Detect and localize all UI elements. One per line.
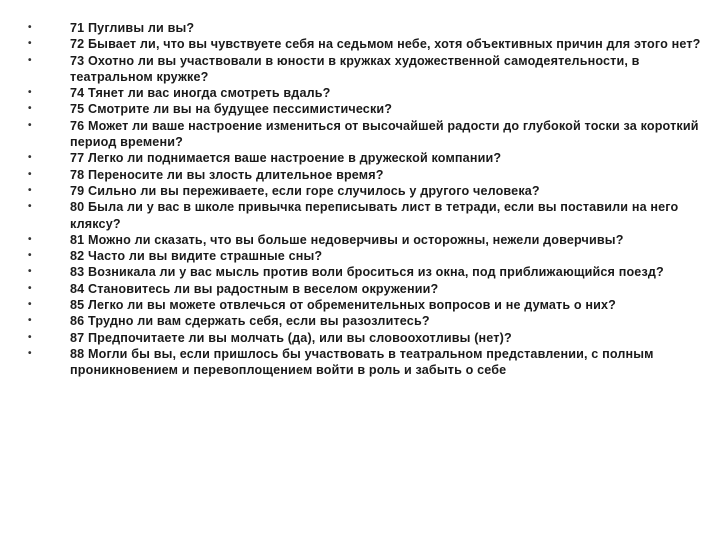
bullet-icon: •	[28, 250, 32, 262]
question-text: 75 Смотрите ли вы на будущее пессимистически?	[70, 102, 393, 117]
question-text: 73 Охотно ли вы участвовали в юности в кружках художественной самодеятельности, в театральном кружке?	[70, 53, 640, 84]
question-text: 86 Трудно ли вам сдержать себя, если вы разозлитесь?	[70, 314, 430, 329]
bullet-icon: •	[28, 347, 32, 359]
list-item	[28, 118, 708, 151]
list-item	[28, 281, 708, 297]
question-text: 83 Возникала ли у вас мысль против воли броситься из окна, под приближающийся поезд?	[70, 265, 664, 280]
list-item	[28, 297, 708, 313]
question-text: 85 Легко ли вы можете отвлечься от обременительных вопросов и не думать о них?	[70, 298, 617, 313]
list-item	[28, 346, 708, 379]
bullet-icon: •	[28, 103, 32, 115]
question-text: 72 Бывает ли, что вы чувствуете себя на седьмом небе, хотя объективных причин для этого нет?	[70, 37, 701, 52]
question-text: 88 Могли бы вы, если пришлось бы участвовать в театральном представлении, с полным проникновением и перевоплощением войти в роль и забыть о себе	[70, 346, 654, 378]
question-text: 79 Сильно ли вы переживаете, если горе случилось у другого человека?	[70, 183, 540, 198]
bullet-icon: •	[28, 233, 32, 245]
bullet-icon: •	[28, 266, 32, 278]
list-item	[28, 101, 708, 117]
bullet-icon: •	[28, 168, 32, 180]
list-item	[28, 20, 708, 36]
list-item	[28, 264, 708, 280]
bullet-icon: •	[28, 87, 32, 99]
list-item	[28, 248, 708, 264]
question-text: 80 Была ли у вас в школе привычка переписывать лист в тетради, если вы поставили на него кляксу?	[70, 200, 679, 231]
bullet-icon: •	[28, 119, 32, 131]
list-item	[28, 36, 708, 52]
list-item	[28, 183, 708, 199]
question-text: 77 Легко ли поднимается ваше настроение в дружеской компании?	[70, 151, 502, 166]
question-text: 81 Можно ли сказать, что вы больше недоверчивы и осторожны, нежели доверчивы?	[70, 232, 624, 247]
bullet-icon: •	[28, 38, 32, 50]
question-text: 71 Пугливы ли вы?	[70, 21, 195, 35]
bullet-icon: •	[28, 282, 32, 294]
question-text: 82 Часто ли вы видите страшные сны?	[70, 249, 323, 264]
bullet-icon: •	[28, 299, 32, 311]
bullet-icon: •	[28, 315, 32, 327]
question-list	[28, 20, 708, 379]
list-item	[28, 199, 708, 232]
bullet-icon: •	[28, 201, 32, 213]
bullet-icon: •	[28, 184, 32, 196]
list-item	[28, 85, 708, 101]
bullet-icon: •	[28, 54, 32, 66]
list-item	[28, 313, 708, 329]
bullet-icon: •	[28, 152, 32, 164]
list-item	[28, 167, 708, 183]
bullet-icon: •	[28, 22, 32, 33]
question-text: 78 Переносите ли вы злость длительное время?	[70, 167, 384, 182]
list-item	[28, 150, 708, 166]
bullet-icon: •	[28, 331, 32, 343]
question-text: 74 Тянет ли вас иногда смотреть вдаль?	[70, 86, 331, 101]
question-text: 76 Может ли ваше настроение измениться от высочайшей радости до глубокой тоски за короткий период времени?	[70, 118, 699, 150]
question-text: 87 Предпочитаете ли вы молчать (да), или вы словоохотливы (нет)?	[70, 330, 512, 345]
question-text: 84 Становитесь ли вы радостным в веселом окружении?	[70, 281, 439, 296]
list-item	[28, 53, 708, 86]
list-item	[28, 330, 708, 346]
list-item	[28, 232, 708, 248]
